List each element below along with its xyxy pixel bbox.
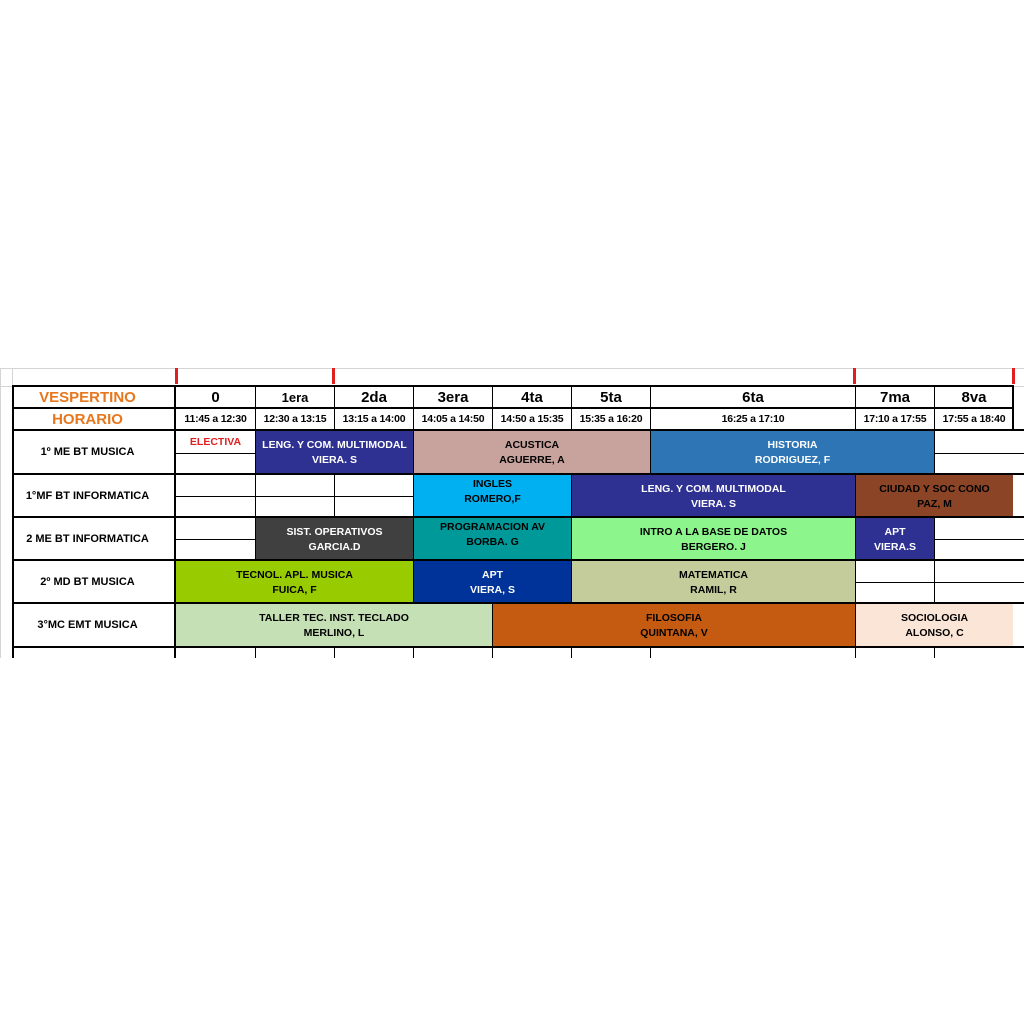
border: [255, 648, 256, 658]
period-header: 5ta: [600, 388, 622, 406]
period-time: 14:50 a 15:35: [500, 412, 564, 425]
column-marker: [332, 368, 335, 384]
period-header: 2da: [361, 388, 387, 406]
class-subject: CIUDAD Y SOC CONO: [879, 482, 990, 495]
class-teacher: RAMIL, R: [690, 583, 737, 596]
period-time: 13:15 a 14:00: [342, 412, 406, 425]
border: [650, 648, 651, 658]
cell-divider: [176, 539, 255, 540]
period-time: 11:45 a 12:30: [184, 412, 247, 425]
border: [855, 385, 856, 431]
class-block[interactable]: [176, 431, 255, 453]
gridline: [0, 368, 1024, 369]
class-block[interactable]: [176, 561, 413, 604]
class-block[interactable]: [493, 604, 855, 647]
class-block[interactable]: [414, 518, 571, 561]
column-marker: [175, 368, 178, 384]
class-subject: INTRO A LA BASE DE DATOS: [639, 525, 788, 538]
period-time: 17:10 a 17:55: [863, 412, 927, 425]
class-teacher: BORBA. G: [466, 536, 519, 548]
class-teacher: VIERA.S: [873, 540, 916, 553]
group-name: 2º MD BT MUSICA: [40, 576, 135, 588]
class-block[interactable]: [256, 518, 413, 561]
class-teacher: MERLINO, L: [303, 626, 365, 639]
border: [12, 646, 1024, 648]
class-block[interactable]: [414, 561, 571, 604]
class-subject: SIST. OPERATIVOS: [286, 525, 383, 538]
border: [255, 385, 256, 431]
border: [492, 604, 493, 647]
class-teacher: AGUERRE, A: [499, 453, 565, 466]
period-header: 4ta: [521, 388, 543, 406]
border: [413, 385, 414, 431]
border: [12, 385, 14, 658]
class-subject: ACUSTICA: [504, 438, 560, 451]
class-teacher: VIERA. S: [691, 497, 736, 510]
class-block[interactable]: [176, 604, 492, 647]
class-subject: APT: [884, 525, 906, 538]
cell-divider: [935, 453, 1024, 454]
class-teacher: GARCIA.D: [308, 540, 361, 553]
border: [12, 429, 1024, 431]
cell-divider: [176, 453, 255, 454]
border: [934, 561, 935, 604]
border: [1012, 385, 1014, 431]
column-marker: [853, 368, 856, 384]
border: [934, 385, 935, 431]
border: [12, 385, 1013, 387]
class-subject: SOCIOLOGIA: [900, 611, 969, 624]
class-subject: PROGRAMACION AV: [440, 521, 545, 533]
class-teacher: QUINTANA, V: [640, 626, 708, 639]
border: [413, 431, 414, 604]
class-block[interactable]: [572, 561, 855, 604]
class-subject: APT: [482, 568, 503, 581]
class-teacher: ALONSO, C: [905, 626, 964, 639]
class-teacher: FUICA, F: [272, 583, 317, 596]
period-header: 6ta: [742, 388, 764, 406]
border: [934, 518, 935, 561]
class-teacher: BERGERO. J: [681, 540, 746, 553]
period-time: 12:30 a 13:15: [263, 412, 327, 425]
border: [12, 602, 1024, 604]
cell-divider: [856, 582, 1024, 583]
class-block[interactable]: [856, 475, 1013, 518]
border: [934, 431, 935, 474]
period-header: 7ma: [879, 388, 911, 406]
class-subject: LENG. Y COM. MULTIMODAL: [262, 438, 407, 451]
cell-divider: [334, 475, 335, 518]
period-time: 16:25 a 17:10: [721, 412, 785, 425]
border: [571, 648, 572, 658]
border: [413, 648, 414, 658]
border: [12, 473, 1024, 475]
border: [650, 385, 651, 431]
border: [934, 648, 935, 658]
class-subject: TALLER TEC. INST. TECLADO: [259, 611, 409, 624]
border: [855, 475, 856, 647]
period-time: 15:35 a 16:20: [579, 412, 643, 425]
cell-divider: [935, 539, 1024, 540]
class-subject: INGLES: [472, 478, 513, 490]
class-block[interactable]: [572, 475, 855, 518]
border: [571, 475, 572, 604]
class-block[interactable]: [572, 518, 855, 561]
border: [255, 518, 256, 561]
class-block[interactable]: [856, 604, 1013, 647]
border: [255, 431, 256, 474]
cell-divider: [176, 496, 413, 497]
class-teacher: RODRIGUEZ, F: [754, 453, 831, 466]
period-header: 1era: [281, 389, 309, 405]
border: [492, 648, 493, 658]
column-marker: [1012, 368, 1015, 384]
border: [174, 385, 176, 658]
class-block[interactable]: [856, 518, 934, 561]
class-block[interactable]: [651, 431, 934, 474]
class-teacher: VIERA. S: [312, 453, 357, 466]
class-block[interactable]: [414, 431, 650, 474]
border: [650, 431, 651, 474]
border: [571, 385, 572, 431]
border: [12, 559, 1024, 561]
border: [12, 407, 1013, 409]
border: [492, 385, 493, 431]
border: [334, 648, 335, 658]
group-name: 3°MC EMT MUSICA: [37, 619, 138, 631]
period-header: 8va: [961, 388, 987, 406]
class-block[interactable]: [414, 475, 571, 518]
class-block[interactable]: [256, 431, 413, 474]
class-teacher: PAZ, M: [917, 497, 952, 510]
period-header: 0: [211, 388, 220, 406]
cell-divider: [255, 475, 256, 518]
period-time: 17:55 a 18:40: [942, 412, 1006, 425]
class-subject: LENG. Y COM. MULTIMODAL: [641, 482, 786, 495]
class-teacher: ROMERO,F: [464, 493, 521, 505]
class-subject: TECNOL. APL. MUSICA: [236, 568, 353, 581]
border: [334, 385, 335, 431]
group-name: 1º ME BT MUSICA: [40, 446, 135, 458]
class-subject: FILOSOFIA: [646, 611, 702, 624]
shift-label: VESPERTINO: [39, 388, 136, 406]
schedule-label: HORARIO: [52, 410, 123, 428]
border: [855, 648, 856, 658]
class-subject: MATEMATICA: [678, 568, 748, 581]
group-name: 1°MF BT INFORMATICA: [25, 490, 150, 502]
group-name: 2 ME BT INFORMATICA: [26, 533, 149, 545]
period-time: 14:05 a 14:50: [421, 412, 485, 425]
class-subject: HISTORIA: [767, 438, 818, 451]
border: [12, 516, 1024, 518]
timetable-sheet: [0, 368, 1024, 658]
class-subject: ELECTIVA: [189, 436, 242, 448]
class-teacher: VIERA, S: [470, 583, 515, 596]
period-header: 3era: [437, 388, 469, 406]
